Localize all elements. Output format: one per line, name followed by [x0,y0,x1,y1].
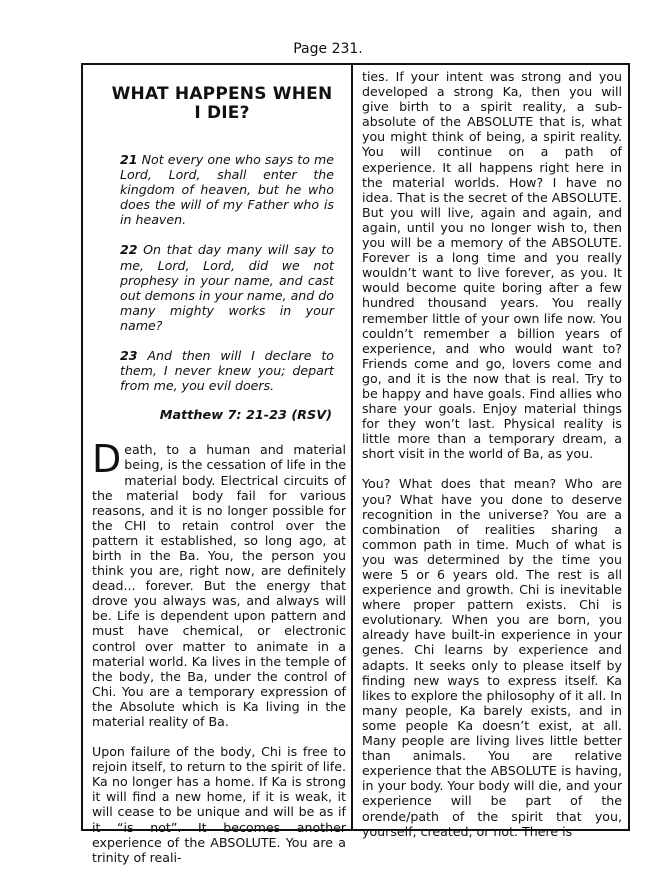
scripture-quote [92,152,346,423]
body-paragraph-1 [92,437,346,729]
verse-23 [120,348,334,393]
verse-number: 22 [120,242,138,258]
body-paragraph-4: You? What does that mean? Who are you? What have you done to deserve recognition in the universe? You are a combination of realities sharing a common path in time. Much of what is you was determined by the time you were 5 or 6 years old. The rest is all experience and growth. Chi is inevitable where proper pattern exists. Chi is evolutionary. When you are born, you already have built-in experience in your genes. Chi learns by experience and adapts. It seeks only to please itself by finding new ways to express itself. Ka likes to explore the philosophy of it all. In many people, Ka barely exists, and in some people Ka doesn’t exist, at all. Many people are living lives little better than animals. You are relative experience that the ABSOLUTE is having, in your body. Your body will die, and your experience will be part of the orende/path of the spirit that you, yourself, created, or not. There is [362,476,622,839]
body-paragraph-3: ties. If your intent was strong and you developed a strong Ka, then you will give birth to a spirit reality, a sub-absolute of the ABSOLUTE that is, what you might think of being, a spirit reality. You will continue on a path of experience. It all happens right here in the material worlds. How? I have no idea. That is the secret of the ABSOLUTE. But you will live, again and again, and again, until you no longer wish to, then you will be a memory of the ABSOLUTE. Forever is a long time and you really wouldn’t want to live forever, as you. It would become quite boring after a few hundred thousand years. You really remember little of your own life now. You couldn’t remember a billion years of experience, and who would want to? Friends come and go, lovers come and go, and it is the now that is real. Try to be happy and have goals. Find allies who share your goals. Enjoy material things for they won’t last. Physical reality is little more than a temporary dream, a short visit in the world of Ba, as you. [362,69,622,462]
verse-text: On that day many will say to me, Lord, Lord, did we not prophesy in your name, and cast out demons in your name, and do many mighty works in your name? [120,242,334,333]
page-number-label: Page 231. [293,41,363,57]
verse-22 [120,242,334,333]
chapter-title: WHAT HAPPENS WHEN I DIE? [111,84,333,123]
verse-number: 21 [120,152,138,167]
body-paragraph-2: Upon failure of the body, Chi is free to rejoin itself, to return to the spirit of life. Ka no longer has a home. If Ka is strong it will find a new home, if it is weak, it will cease to be unique and will be as if it “is not”. It becomes another experience of the ABSOLUTE. You are a trinity of reali- [92,744,346,865]
column-divider [351,65,353,829]
scripture-citation: Matthew 7: 21-23 (RSV) [159,408,332,424]
page-frame [81,63,630,865]
right-column [362,69,622,839]
drop-cap: D [92,437,122,482]
paragraph-text: eath, to a human and material being, is the cessation of life in the material body. Electrical circuits of the material body fail for various reasons, and it is no longer possible for the CHI to retain control over the pattern it established, so long ago, at birth in the Ba. You, the person you think you are, right now, are definitely dead... forever. But the energy that drove you always was, and always will be. Life is dependent upon pattern and must have chemical, or electronic control over matter to animate in a material world. Ka lives in the temple of the body, the Ba, under the control of Chi. You are a temporary expression of the Absolute which is Ka living in the material reality of Ba. [92,442,346,729]
verse-text: And then will I declare to them, I never knew you; depart from me, you evil doers. [120,348,334,394]
verse-number: 23 [120,348,138,364]
verse-21 [120,152,334,227]
verse-text: Not every one who says to me Lord, Lord, shall enter the kingdom of heaven, but he who does the will of my Father who is in heaven. [120,152,334,228]
left-column [92,65,346,865]
